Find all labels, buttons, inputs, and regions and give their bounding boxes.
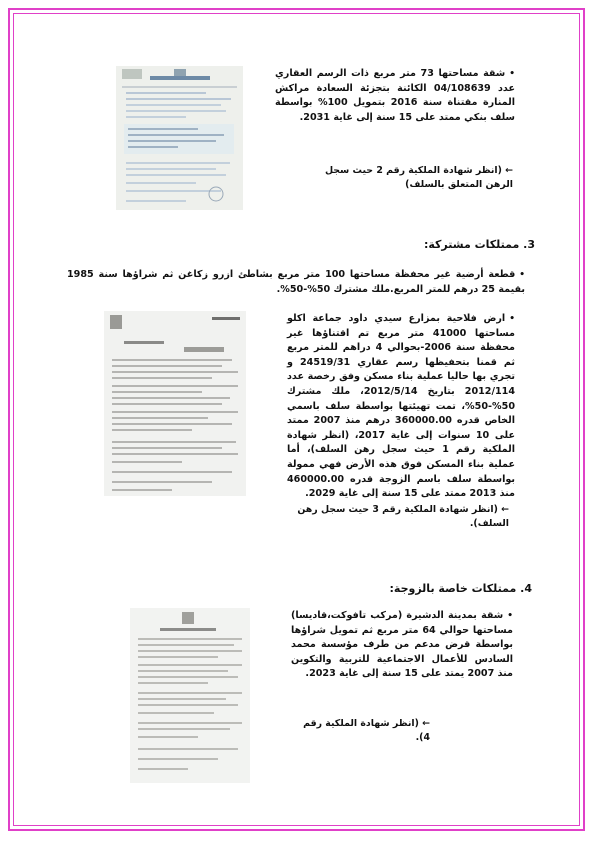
property-item-land-agadir-beach [67,268,525,297]
bullet-icon: • [509,314,515,324]
certificate-image-1 [116,66,243,210]
property-item-farmland-sidi-daoud [287,312,515,502]
item-text: ارض فلاحية بمزارع سيدي داود جماعة اكلو مساحتها 41000 متر مربع تم اقتناؤها غير محفظة سنة 2006-بحوالي 4 دراهم للمتر مربع ثم قمنا بتحفيظها رسم عقاري 24519/31 و تجري بها حاليا عملية بناء مسكن وفق رخصة عدد 2012/114 بتاريخ 2012/5/14، ملك مشترك 50%-50%، تمت تهيئتها بواسطة سلف باسمي الخاص قدره 360000.00 درهم منذ 2007 ممتد على 10 سنوات إلى غاية 2017، (انظر شهادة الملكية رقم 1 حيث سجل رهن السلف)، أما عملية بناء المسكن فوق هذه الأرض فهي ممولة بواسطة سلف باسم الزوجة قدره 460000.00 منذ 2013 ممتد على 15 سنة إلى غاية 2029. [287,313,516,500]
property-certificate-thumbnail-1 [116,66,243,210]
section-heading-joint-property: 3. ممتلكات مشتركة: [423,238,535,251]
item-text: قطعة أرضية غير محفظة مساحتها 100 متر مربع بشاطئ ازرو زكاغن ثم شراؤها سنة 1985 بقيمة 25 درهم للمتر المربع.ملك مشترك 50%-50%. [67,269,525,295]
certificate-image-3 [130,608,250,783]
certificate-image-2 [104,311,246,496]
item-text: شقة مساحتها 73 متر مربع ذات الرسم العقاري عدد 04/108639 الكائنة بتجزئة السعادة مراكش المنارة مقتناة سنة 2016 بتمويل 100% بواسطة سلف بنكي ممتد على 15 سنة إلى غاية 2031. [275,68,515,123]
certificate-reference-note-2: ← (انظر شهادة الملكية رقم 2 حيث سجل الرهن المتعلق بالسلف) [324,165,513,190]
bullet-icon: • [509,69,515,79]
section-heading-spouse-property: 4. ممتلكات خاصة بالزوجة: [389,582,532,595]
property-item-apartment-marrakech [275,67,515,125]
bullet-icon: • [507,611,513,621]
property-certificate-thumbnail-3 [130,608,250,783]
property-item-apartment-dcheira [291,609,513,682]
certificate-reference-note-4: ← (انظر شهادة الملكية رقم 4). [303,718,430,743]
certificate-reference-note-3: ← (انظر شهادة الملكية رقم 3 حيث سجل رهن السلف). [297,504,509,529]
item-text: شقة بمدينة الدشيرة (مركب تافوكت،قاديسا) مساحتها حوالي 64 متر مربع ثم تمويل شراؤها بواسطة قرض مدعم من طرف مؤسسة محمد السادس للأعمال الاجتماعية للتربية والتكوين منذ 2007 يمتد على 15 سنة إلى غاية 2023. [291,610,514,680]
property-certificate-thumbnail-2 [104,311,246,496]
bullet-icon: • [519,270,526,280]
